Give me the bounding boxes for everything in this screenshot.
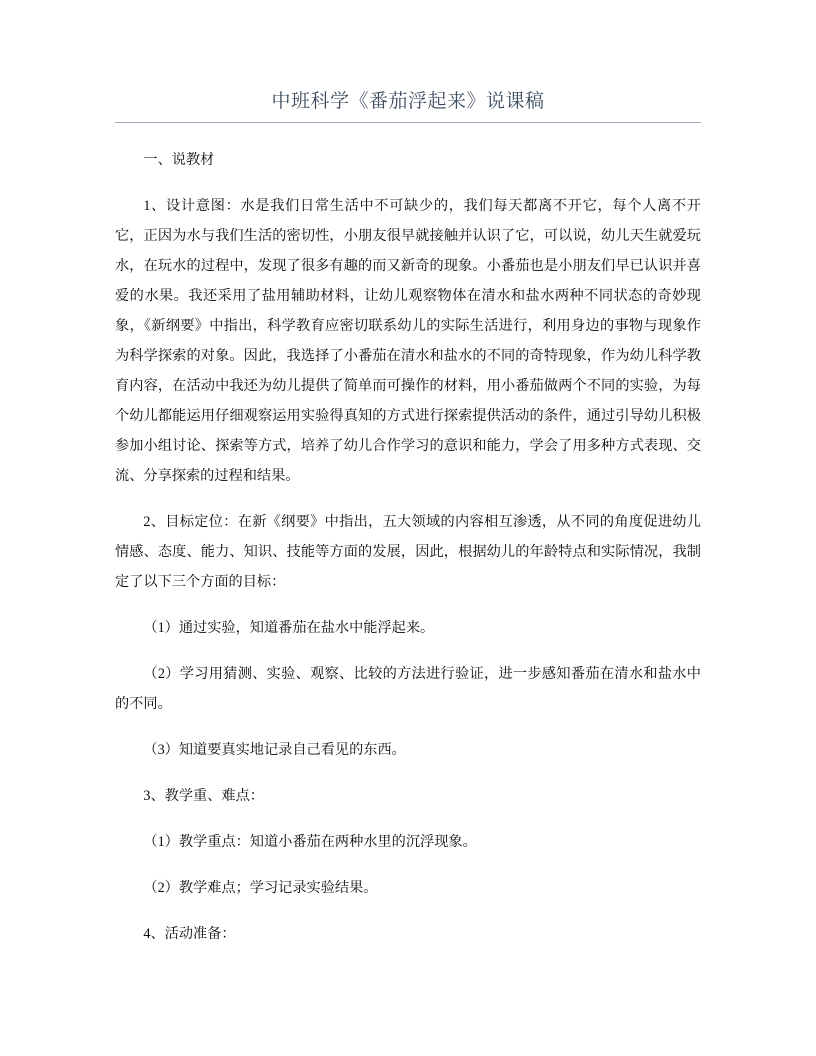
list-item-goal-3: （3）知道要真实地记录自己看见的东西。 <box>143 742 406 758</box>
list-item-goal-1: （1）通过实验，知道番茄在盐水中能浮起来。 <box>143 620 435 636</box>
section-heading-shuo-jiaocai: 一、说教材 <box>143 152 215 168</box>
list-item-difficult-point: （2）教学难点；学习记录实验结果。 <box>143 880 378 896</box>
paragraph-design-intent: 1、设计意图：水是我们日常生活中不可缺少的，我们每天都离不开它，每个人离不开它，正因为水与我们生活的密切性，小朋友很早就接触并认识了它，可以说，幼儿天生就爱玩水，在玩水的过程中，发现了很多有趣的而又新奇的现象。小番茄也是小朋友们早已认识并喜爱的水果。我还采用了盐用辅助材料，让幼儿观察物体在清水和盐水两种不同状态的奇妙现象，《新纲要》中指出，科学教育应密切联系幼儿的实际生活进行，利用身边的事物与现象作为科学探索的对象。因此，我选择了小番茄在清水和盐水的不同的奇特现象，作为幼儿科学教育内容，在活动中我还为幼儿提供了简单而可操作的材料，用小番茄做两个不同的实验，为每个幼儿都能运用仔细观察运用实验得真知的方式进行探索提供活动的条件，通过引导幼儿积极参加小组讨论、探索等方式，培养了幼儿合作学习的意识和能力，学会了用多种方式表现、交流、分享探索的过程和结果。 <box>115 198 701 484</box>
section-heading-activity-preparation: 4、活动准备： <box>143 926 236 942</box>
title-divider <box>115 122 701 123</box>
document-body <box>115 88 701 949</box>
page-title: 中班科学《番茄浮起来》说课稿 <box>271 91 545 112</box>
section-heading-key-and-difficult-points: 3、教学重、难点： <box>143 788 264 804</box>
list-item-goal-2: （2）学习用猜测、实验、观察、比较的方法进行验证，进一步感知番茄在清水和盐水中的不同。 <box>115 666 701 712</box>
list-item-key-point: （1）教学重点：知道小番茄在两种水里的沉浮现象。 <box>143 834 477 850</box>
paragraph-goal-positioning: 2、目标定位：在新《纲要》中指出，五大领域的内容相互渗透，从不同的角度促进幼儿情感、态度、能力、知识、技能等方面的发展，因此，根据幼儿的年龄特点和实际情况，我制定了以下三个方面的目标： <box>115 514 701 590</box>
